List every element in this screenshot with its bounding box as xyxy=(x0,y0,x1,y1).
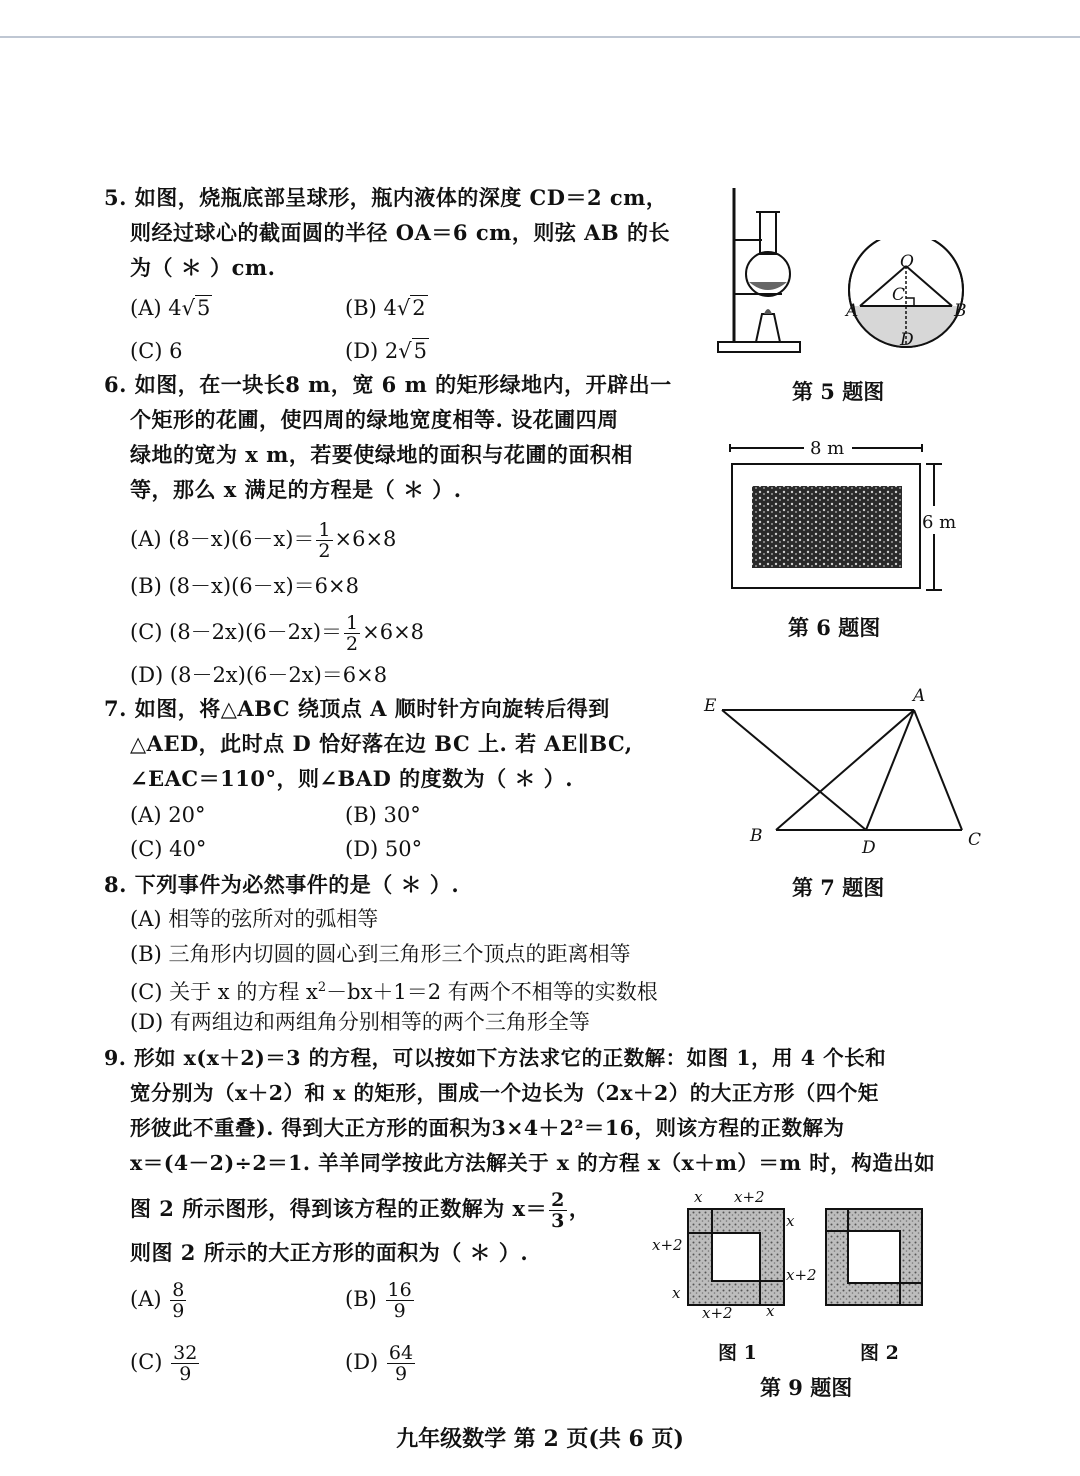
label-a: A xyxy=(846,301,859,321)
q9-option-a-label: (A) xyxy=(130,1287,162,1311)
q5-option-a-radicand: 5 xyxy=(196,296,211,320)
q8-option-d: (D) 有两组边和两组角分别相等的两个三角形全等 xyxy=(130,1010,590,1034)
height-label: 6 m xyxy=(922,512,957,533)
q9-line-5-tail: ， xyxy=(568,1196,591,1221)
sqrt-icon: √ xyxy=(398,339,412,363)
sqrt-icon: √ xyxy=(181,296,195,320)
fig9-label-x-left: x xyxy=(672,1284,681,1302)
numerator: 1 xyxy=(318,519,331,541)
label-d: D xyxy=(900,330,914,350)
q7-option-d: (D) 50° xyxy=(345,837,423,861)
fig9-label-x2-right: x+2 xyxy=(786,1266,817,1284)
label-c: C xyxy=(892,285,906,305)
q9-line-3: 形彼此不重叠). 得到大正方形的面积为3×4＋2²＝16，则该方程的正数解为 xyxy=(130,1116,845,1140)
fig9-label-x-bottom: x xyxy=(766,1302,775,1320)
label-c7: C xyxy=(968,830,982,850)
fig9-label-x-right: x xyxy=(786,1212,795,1230)
numerator: 1 xyxy=(346,612,359,634)
q8-option-b: (B) 三角形内切圆的圆心到三角形三个顶点的距离相等 xyxy=(130,942,631,966)
fraction xyxy=(387,1343,415,1384)
page-footer: 九年级数学 第 2 页(共 6 页) xyxy=(396,1426,684,1452)
numerator: 32 xyxy=(173,1342,198,1364)
q7-line-3: ∠EAC＝110°，则∠BAD 的度数为（ ＊ ）. xyxy=(130,766,574,791)
denominator: 3 xyxy=(551,1210,565,1232)
squares-figure xyxy=(680,1205,940,1315)
fig9-label-x-top: x xyxy=(694,1188,703,1206)
fraction xyxy=(344,613,360,654)
q9-line-5 xyxy=(130,1190,590,1231)
q6-option-d: (D) (8－2x)(6－2x)＝6×8 xyxy=(130,663,388,687)
q5-option-b xyxy=(345,293,428,323)
width-label: 8 m xyxy=(810,438,845,459)
denominator: 9 xyxy=(179,1363,192,1385)
fig9-sub2-caption: 图 2 xyxy=(860,1342,899,1364)
q9-option-b xyxy=(345,1280,416,1321)
label-d7: D xyxy=(862,838,876,858)
denominator: 9 xyxy=(393,1300,406,1322)
page-top-rule xyxy=(0,36,1080,38)
denominator: 2 xyxy=(346,633,359,655)
q8-option-a: (A) 相等的弦所对的弧相等 xyxy=(130,907,379,931)
q9-option-d xyxy=(345,1343,417,1384)
q5-option-b-text: (B) 4 xyxy=(345,296,397,320)
fraction xyxy=(549,1190,567,1231)
numerator: 64 xyxy=(388,1342,414,1364)
q7-line-2: △AED，此时点 D 恰好落在边 BC 上. 若 AE∥BC, xyxy=(130,731,633,756)
q9-option-c-label: (C) xyxy=(130,1350,163,1374)
fig9-label-x2-bottom: x+2 xyxy=(702,1304,733,1322)
denominator: 9 xyxy=(172,1300,185,1322)
q9-option-b-label: (B) xyxy=(345,1287,377,1311)
q5-option-d-radicand: 5 xyxy=(413,339,428,363)
q6-line-3: 绿地的宽为 x m，若要使绿地的面积与花圃的面积相 xyxy=(130,442,633,467)
fraction xyxy=(170,1280,186,1321)
q5-option-d xyxy=(345,336,429,366)
q6-option-a-text: (A) (8－x)(6－x)＝ xyxy=(130,527,315,551)
q6-option-a xyxy=(130,520,396,561)
q5-option-a xyxy=(130,293,212,323)
numerator: 2 xyxy=(551,1189,565,1211)
fig9-caption: 第 9 题图 xyxy=(760,1375,853,1400)
q6-option-c-tail: ×6×8 xyxy=(362,620,425,644)
q9-line-5-text: 图 2 所示图形，得到该方程的正数解为 x＝ xyxy=(130,1196,548,1221)
q6-line-2: 个矩形的花圃，使四周的绿地宽度相等. 设花圃四周 xyxy=(130,407,619,432)
label-b7: B xyxy=(750,826,763,846)
sqrt-icon: √ xyxy=(396,296,411,320)
q5-line-1: 5. 如图，烧瓶底部呈球形，瓶内液体的深度 CD＝2 cm， xyxy=(104,185,668,210)
q9-option-c xyxy=(130,1343,201,1384)
fig7-caption: 第 7 题图 xyxy=(792,875,885,900)
q7-option-c: (C) 40° xyxy=(130,837,207,861)
q5-option-b-radicand: 2 xyxy=(412,296,426,320)
exponent: 2 xyxy=(317,980,327,995)
q6-line-1: 6. 如图，在一块长8 m，宽 6 m 的矩形绿地内，开辟出一 xyxy=(104,372,672,397)
fig9-label-x2-left: x+2 xyxy=(652,1236,683,1254)
fig9-label-x2-top: x+2 xyxy=(734,1188,765,1206)
q9-line-2: 宽分别为（x＋2）和 x 的矩形，围成一个边长为（2x＋2）的大正方形（四个矩 xyxy=(130,1081,879,1105)
fig5-caption: 第 5 题图 xyxy=(792,379,885,404)
q7-option-b: (B) 30° xyxy=(345,803,421,827)
fig6-caption: 第 6 题图 xyxy=(788,615,881,640)
numerator: 16 xyxy=(387,1279,412,1301)
q7-option-a: (A) 20° xyxy=(130,803,206,827)
q9-option-d-label: (D) xyxy=(345,1350,379,1374)
q5-option-a-text: (A) 4 xyxy=(130,296,182,320)
fraction xyxy=(171,1343,199,1384)
q7-line-1: 7. 如图，将△ABC 绕顶点 A 顺时针方向旋转后得到 xyxy=(104,696,610,721)
label-a7: A xyxy=(913,686,926,706)
q8-option-c xyxy=(130,973,658,1007)
q5-option-d-text: (D) 2 xyxy=(345,339,399,363)
q5-line-2: 则经过球心的截面圆的半径 OA＝6 cm，则弦 AB 的长 xyxy=(130,220,670,245)
q5-line-3: 为（ ＊ ）cm. xyxy=(130,255,276,280)
fig9-sub1-caption: 图 1 xyxy=(718,1342,757,1364)
q6-option-b: (B) (8－x)(6－x)＝6×8 xyxy=(130,574,359,598)
q9-option-a xyxy=(130,1280,188,1321)
flask-figure xyxy=(712,182,832,357)
triangle-figure xyxy=(700,690,990,860)
q9-line-4: x＝(4－2)÷2＝1. 羊羊同学按此方法解关于 x 的方程 x（x＋m）＝m 时，构造出如 xyxy=(130,1151,936,1175)
fraction xyxy=(316,520,332,561)
q9-line-1: 9. 形如 x(x＋2)＝3 的方程，可以按如下方法求它的正数解：如图 1，用 4 个长和 xyxy=(104,1046,887,1070)
q6-option-c-text: (C) (8－2x)(6－2x)＝ xyxy=(130,620,343,644)
q6-option-c xyxy=(130,613,424,654)
denominator: 2 xyxy=(318,540,331,562)
q8-option-c-tail: －bx＋1＝2 有两个不相等的实数根 xyxy=(326,980,658,1004)
q6-option-a-tail: ×6×8 xyxy=(334,527,397,551)
fraction xyxy=(386,1280,414,1321)
q5-option-c: (C) 6 xyxy=(130,339,183,363)
denominator: 9 xyxy=(394,1363,408,1385)
label-o: O xyxy=(900,252,914,272)
numerator: 8 xyxy=(172,1279,185,1301)
label-b: B xyxy=(954,301,967,321)
q9-line-6: 则图 2 所示的大正方形的面积为（ ＊ ）. xyxy=(130,1240,529,1265)
q8-option-c-text: (C) 关于 x 的方程 x xyxy=(130,980,318,1004)
label-e: E xyxy=(704,696,717,716)
q6-line-4: 等，那么 x 满足的方程是（ ＊ ）. xyxy=(130,477,462,502)
q8-stem: 8. 下列事件为必然事件的是（ ＊ ）. xyxy=(104,872,460,897)
